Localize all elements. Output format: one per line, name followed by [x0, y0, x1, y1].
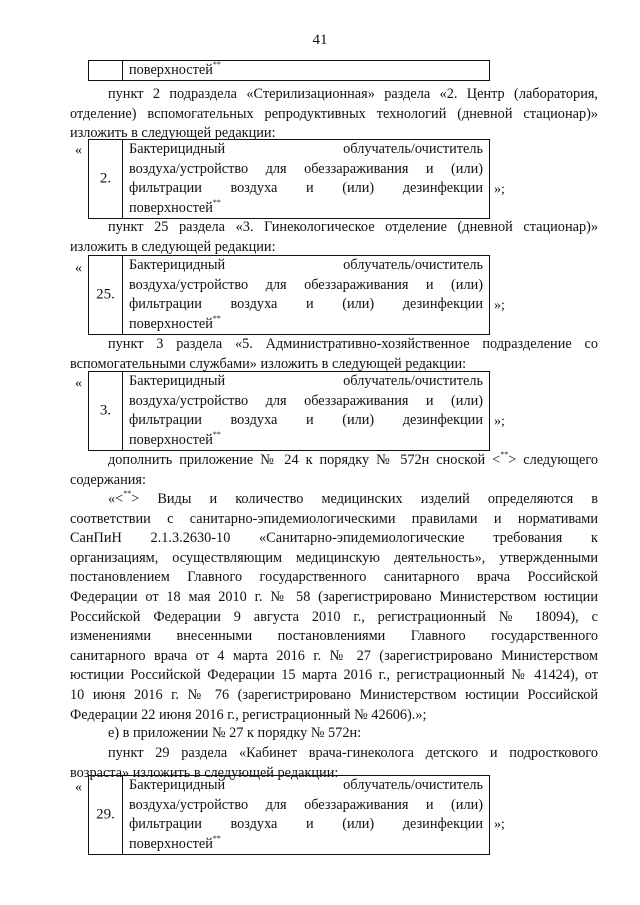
- description-line: воздуха/устройство для обеззараживания и (или): [129, 160, 483, 177]
- text-line: изложить в следующей редакции:: [70, 238, 276, 255]
- closing-quote: »;: [494, 182, 505, 197]
- text-fragment: > Виды и количество медицинских изделий определяются в: [131, 491, 598, 507]
- description-line: фильтрации воздуха и (или) дезинфекции: [129, 296, 483, 312]
- closing-quote: »;: [494, 414, 505, 429]
- table-description-cell: [123, 140, 489, 218]
- table-row-2: [88, 139, 490, 219]
- description-line: воздуха/устройство для обеззараживания и (или): [129, 796, 483, 813]
- text-line: санитарного врача от 4 марта 2016 г. № 27 (зарегистрировано Министерством: [70, 647, 598, 664]
- description-line: воздуха/устройство для обеззараживания и (или): [129, 276, 483, 293]
- table-description-cell: [123, 372, 489, 450]
- row-number: 25.: [96, 286, 115, 303]
- table-description-cell: [123, 256, 489, 334]
- text-line: вспомогательными службами» изложить в следующей редакции:: [70, 355, 467, 372]
- text-line: отделение) вспомогательных репродуктивных технологий (дневной стационар)»: [70, 105, 598, 122]
- description-line: фильтрации воздуха и (или) дезинфекции: [129, 180, 483, 196]
- table-number-cell: [89, 256, 123, 334]
- text-line: пункт 3 раздела «5. Административно-хозяйственное подразделение со: [108, 336, 598, 352]
- table-number-cell: [89, 61, 123, 80]
- description-line: поверхностей: [129, 431, 213, 448]
- text-line: пункт 29 раздела «Кабинет врача-гинеколога детского и подросткового: [108, 745, 598, 761]
- text-line: изложить в следующей редакции:: [70, 125, 276, 142]
- footnote-mark: **: [212, 429, 221, 439]
- description-line: поверхностей: [129, 199, 213, 216]
- text-line: СанПиН 2.1.3.2630-10 «Санитарно-эпидемиологические требования к: [70, 530, 598, 547]
- paragraph-5: [70, 724, 598, 744]
- table-row-top: [88, 60, 490, 81]
- text-line: изменениями внесенными постановлениями Главного государственного: [70, 628, 598, 645]
- text-line: Российской Федерации 9 августа 2010 г., регистрационный № 18094), с: [70, 608, 598, 625]
- description-line: фильтрации воздуха и (или) дезинфекции: [129, 412, 483, 428]
- description-line: фильтрации воздуха и (или) дезинфекции: [129, 816, 483, 832]
- footnote-text: [70, 490, 598, 725]
- table-description-cell: [123, 776, 489, 854]
- text-fragment: дополнить приложение № 24 к порядку № 572н сноской <: [108, 452, 501, 468]
- text-line: возраста» изложить в следующей редакции:: [70, 764, 339, 781]
- text-fragment: > следующего: [508, 452, 598, 468]
- text-line: организациям, осуществляющим медицинскую деятельность», утвержденными: [70, 549, 598, 566]
- text-line: юстиции Российской Федерации 15 марта 2016 г., регистрационный № 41424), от: [70, 667, 598, 684]
- description-line: Бактерицидный облучатель/очиститель: [129, 257, 483, 273]
- opening-quote: «: [75, 780, 82, 795]
- text-line: Федерации от 18 мая 2010 г. № 58 (зарегистрировано Министерством юстиции: [70, 588, 598, 605]
- opening-quote: «: [75, 143, 82, 158]
- table-number-cell: [89, 776, 123, 854]
- text-line: 10 июня 2016 г. № 76 (зарегистрировано Министерством юстиции Российской: [70, 686, 598, 703]
- table-number-cell: [89, 140, 123, 218]
- opening-quote: «: [75, 261, 82, 276]
- text-line: е) в приложении № 27 к порядку № 572н:: [108, 725, 362, 741]
- footnote-mark: **: [212, 313, 221, 323]
- description-line: Бактерицидный облучатель/очиститель: [129, 373, 483, 389]
- text-line: содержания:: [70, 471, 146, 488]
- description-text: поверхностей: [129, 62, 213, 78]
- description-line: Бактерицидный облучатель/очиститель: [129, 141, 483, 157]
- paragraph-2: [70, 218, 598, 257]
- footnote-mark: **: [212, 60, 221, 70]
- table-description-cell: [123, 61, 489, 80]
- table-row-29: [88, 775, 490, 855]
- description-line: поверхностей: [129, 315, 213, 332]
- description-line: поверхностей: [129, 835, 213, 852]
- text-line: пункт 25 раздела «3. Гинекологическое отделение (дневной стационар)»: [108, 219, 598, 235]
- row-number: 3.: [99, 402, 112, 419]
- row-number: 2.: [99, 170, 112, 187]
- table-number-cell: [89, 372, 123, 450]
- paragraph-4: [70, 451, 598, 490]
- text-line: постановлением Главного государственного санитарного врача Российской: [70, 569, 598, 586]
- text-fragment: «<: [108, 491, 124, 507]
- paragraph-1: [70, 85, 598, 144]
- page-number: 41: [312, 32, 328, 48]
- table-row-25: [88, 255, 490, 335]
- description-line: воздуха/устройство для обеззараживания и (или): [129, 392, 483, 409]
- row-number: 29.: [96, 806, 115, 823]
- opening-quote: «: [75, 376, 82, 391]
- description-line: Бактерицидный облучатель/очиститель: [129, 777, 483, 793]
- table-row-3: [88, 371, 490, 451]
- closing-quote: »;: [494, 298, 505, 313]
- footnote-mark: **: [212, 833, 221, 843]
- text-line: пункт 2 подраздела «Стерилизационная» раздела «2. Центр (лаборатория,: [108, 86, 598, 102]
- footnote-mark: **: [212, 197, 221, 207]
- paragraph-3: [70, 335, 598, 374]
- footnote-mark: **: [123, 489, 132, 499]
- footnote-mark: **: [500, 450, 509, 460]
- text-line: соответствии с санитарно-эпидемиологическими правилами и нормативами: [70, 510, 598, 527]
- text-line: Федерации 22 июня 2016 г., регистрационный № 42606).»;: [70, 706, 427, 723]
- closing-quote: »;: [494, 817, 505, 832]
